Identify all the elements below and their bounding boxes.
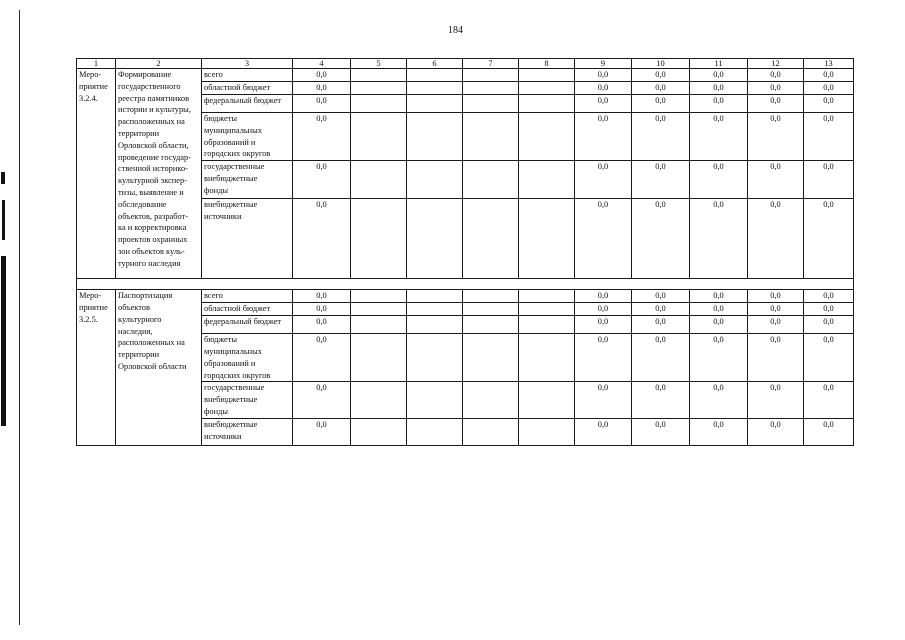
value-cell: 0,0 xyxy=(690,69,748,82)
source-cell xyxy=(202,334,293,382)
measure-code-line: приятие xyxy=(79,302,108,312)
header-cell: 10 xyxy=(632,59,690,69)
budget-table xyxy=(76,58,854,446)
value-cell: 0,0 xyxy=(293,418,351,445)
value-cell: 0,0 xyxy=(293,113,351,161)
value-cell xyxy=(519,69,575,82)
section-separator xyxy=(77,279,854,290)
value-cell xyxy=(351,290,407,303)
value-cell xyxy=(463,161,519,199)
value-cell: 0,0 xyxy=(632,290,690,303)
scan-mark-1 xyxy=(1,172,5,184)
value-cell: 0,0 xyxy=(293,199,351,279)
source-line: областной бюджет xyxy=(204,83,271,92)
value-cell: 0,0 xyxy=(804,303,854,316)
measure-title-line: тизы, выявление и xyxy=(118,187,184,197)
value-cell: 0,0 xyxy=(748,161,804,199)
source-cell xyxy=(202,290,293,303)
header-cell: 7 xyxy=(463,59,519,69)
value-cell: 0,0 xyxy=(632,95,690,113)
header-cell: 6 xyxy=(407,59,463,69)
source-line: внебюджетные xyxy=(204,419,258,429)
value-cell: 0,0 xyxy=(632,82,690,95)
measure-title-line: ственной историко- xyxy=(118,164,188,174)
value-cell xyxy=(519,95,575,113)
measure-title-line: объектов xyxy=(118,302,150,312)
value-cell xyxy=(407,113,463,161)
value-cell: 0,0 xyxy=(690,95,748,113)
source-cell xyxy=(202,82,293,95)
value-cell xyxy=(351,95,407,113)
value-cell: 0,0 xyxy=(690,316,748,334)
value-cell xyxy=(519,303,575,316)
value-cell: 0,0 xyxy=(804,290,854,303)
value-cell xyxy=(407,303,463,316)
measure-code-line: Меро- xyxy=(79,291,102,301)
header-cell: 2 xyxy=(116,59,202,69)
source-cell xyxy=(202,199,293,279)
value-cell: 0,0 xyxy=(575,334,632,382)
value-cell xyxy=(519,113,575,161)
value-cell xyxy=(463,113,519,161)
header-cell: 4 xyxy=(293,59,351,69)
value-cell: 0,0 xyxy=(804,113,854,161)
header-row xyxy=(77,59,854,69)
value-cell xyxy=(407,161,463,199)
value-cell: 0,0 xyxy=(804,382,854,418)
value-cell: 0,0 xyxy=(632,316,690,334)
value-cell: 0,0 xyxy=(748,290,804,303)
value-cell: 0,0 xyxy=(575,113,632,161)
value-cell: 0,0 xyxy=(748,69,804,82)
value-cell xyxy=(407,334,463,382)
value-cell xyxy=(351,382,407,418)
value-cell xyxy=(351,82,407,95)
measure-title-line: государственного xyxy=(118,81,181,91)
value-cell xyxy=(407,316,463,334)
source-line: внебюджетные xyxy=(204,200,258,210)
value-cell xyxy=(407,199,463,279)
source-line: бюджеты xyxy=(204,335,238,345)
value-cell: 0,0 xyxy=(804,334,854,382)
scan-left-rule xyxy=(19,10,20,625)
value-cell: 0,0 xyxy=(690,82,748,95)
value-cell: 0,0 xyxy=(690,334,748,382)
measure-code-line: Меро- xyxy=(79,70,102,79)
source-cell xyxy=(202,95,293,113)
value-cell xyxy=(463,303,519,316)
value-cell: 0,0 xyxy=(748,303,804,316)
measure-title-line: проектов охранных xyxy=(118,235,188,245)
value-cell xyxy=(407,69,463,82)
source-line: фонды xyxy=(204,406,228,416)
measure-title-line: истории и культуры, xyxy=(118,105,191,115)
value-cell: 0,0 xyxy=(632,69,690,82)
source-line: городских округов xyxy=(204,149,271,159)
measure-title-line: Орловской области xyxy=(118,361,187,371)
value-cell: 0,0 xyxy=(748,199,804,279)
value-cell xyxy=(519,316,575,334)
value-cell xyxy=(407,418,463,445)
source-line: всего xyxy=(204,70,223,79)
value-cell xyxy=(463,290,519,303)
source-cell xyxy=(202,418,293,445)
value-cell: 0,0 xyxy=(632,303,690,316)
source-line: государственные xyxy=(204,383,265,393)
table-row xyxy=(77,69,854,82)
scan-mark-2 xyxy=(2,200,5,240)
value-cell: 0,0 xyxy=(575,382,632,418)
value-cell: 0,0 xyxy=(293,316,351,334)
measure-title-line: культурного xyxy=(118,314,162,324)
value-cell: 0,0 xyxy=(632,113,690,161)
source-line: государственные xyxy=(204,162,265,172)
value-cell xyxy=(351,316,407,334)
value-cell: 0,0 xyxy=(748,418,804,445)
measure-title-cell xyxy=(116,290,202,446)
value-cell: 0,0 xyxy=(804,95,854,113)
measure-title-line: расположенных на xyxy=(118,338,185,348)
source-cell xyxy=(202,382,293,418)
value-cell xyxy=(351,303,407,316)
value-cell: 0,0 xyxy=(748,316,804,334)
value-cell xyxy=(351,161,407,199)
value-cell xyxy=(407,290,463,303)
source-line: образований и xyxy=(204,137,256,147)
value-cell: 0,0 xyxy=(804,161,854,199)
value-cell: 0,0 xyxy=(575,95,632,113)
value-cell: 0,0 xyxy=(690,199,748,279)
header-cell: 1 xyxy=(77,59,116,69)
measure-title-line: территории xyxy=(118,350,160,360)
value-cell: 0,0 xyxy=(575,82,632,95)
value-cell: 0,0 xyxy=(293,382,351,418)
value-cell: 0,0 xyxy=(575,316,632,334)
value-cell: 0,0 xyxy=(575,161,632,199)
value-cell: 0,0 xyxy=(804,69,854,82)
measure-title-line: реестра памятников xyxy=(118,93,190,103)
header-cell: 8 xyxy=(519,59,575,69)
source-line: внебюджетные xyxy=(204,395,258,405)
source-line: фонды xyxy=(204,185,228,195)
source-line: источники xyxy=(204,211,242,221)
value-cell: 0,0 xyxy=(748,82,804,95)
value-cell: 0,0 xyxy=(632,161,690,199)
header-cell: 13 xyxy=(804,59,854,69)
value-cell xyxy=(519,290,575,303)
source-line: муниципальных xyxy=(204,346,262,356)
value-cell: 0,0 xyxy=(632,334,690,382)
source-line: всего xyxy=(204,291,223,301)
source-cell xyxy=(202,316,293,334)
header-cell: 9 xyxy=(575,59,632,69)
measure-title-line: Паспортизация xyxy=(118,291,173,301)
value-cell: 0,0 xyxy=(804,82,854,95)
value-cell: 0,0 xyxy=(690,113,748,161)
value-cell: 0,0 xyxy=(293,334,351,382)
value-cell: 0,0 xyxy=(293,303,351,316)
value-cell xyxy=(407,382,463,418)
page-number: 184 xyxy=(448,25,463,36)
value-cell xyxy=(463,316,519,334)
measure-title-line: Формирование xyxy=(118,70,172,79)
value-cell: 0,0 xyxy=(293,69,351,82)
value-cell: 0,0 xyxy=(748,382,804,418)
measure-title-line: расположенных на xyxy=(118,117,185,127)
value-cell xyxy=(351,334,407,382)
value-cell: 0,0 xyxy=(293,290,351,303)
value-cell xyxy=(463,382,519,418)
measure-title-line: объектов, разработ- xyxy=(118,211,189,221)
source-cell xyxy=(202,161,293,199)
measure-title-line: наследия, xyxy=(118,326,153,336)
value-cell xyxy=(463,334,519,382)
source-line: областной бюджет xyxy=(204,304,271,314)
value-cell xyxy=(463,418,519,445)
value-cell xyxy=(519,161,575,199)
measure-code-line: приятие xyxy=(79,81,108,91)
header-cell: 5 xyxy=(351,59,407,69)
measure-title-line: проведение государ- xyxy=(118,152,191,162)
source-line: бюджеты xyxy=(204,114,238,123)
value-cell xyxy=(407,82,463,95)
value-cell: 0,0 xyxy=(804,316,854,334)
measure-code-cell xyxy=(77,69,116,279)
source-cell xyxy=(202,303,293,316)
value-cell: 0,0 xyxy=(690,161,748,199)
value-cell xyxy=(519,418,575,445)
table-row xyxy=(77,290,854,303)
value-cell xyxy=(519,199,575,279)
value-cell: 0,0 xyxy=(575,199,632,279)
value-cell: 0,0 xyxy=(575,418,632,445)
value-cell xyxy=(519,382,575,418)
measure-title-line: Орловской области, xyxy=(118,140,189,150)
value-cell xyxy=(351,113,407,161)
value-cell: 0,0 xyxy=(804,418,854,445)
source-cell xyxy=(202,69,293,82)
measure-code-cell xyxy=(77,290,116,446)
value-cell: 0,0 xyxy=(804,199,854,279)
value-cell: 0,0 xyxy=(690,290,748,303)
source-line: внебюджетные xyxy=(204,173,258,183)
measure-title-line: культурной экспер- xyxy=(118,176,187,186)
value-cell: 0,0 xyxy=(632,199,690,279)
value-cell: 0,0 xyxy=(575,290,632,303)
source-cell xyxy=(202,113,293,161)
value-cell xyxy=(463,199,519,279)
value-cell: 0,0 xyxy=(293,95,351,113)
measure-title-line: зон объектов куль- xyxy=(118,246,185,256)
value-cell xyxy=(351,199,407,279)
value-cell: 0,0 xyxy=(632,382,690,418)
value-cell xyxy=(351,69,407,82)
measure-title-line: турного наследия xyxy=(118,258,181,268)
measure-code-line: 3.2.5. xyxy=(79,314,98,324)
value-cell xyxy=(351,418,407,445)
source-line: муниципальных xyxy=(204,125,262,135)
value-cell xyxy=(519,82,575,95)
value-cell: 0,0 xyxy=(690,382,748,418)
source-line: источники xyxy=(204,431,242,441)
measure-title-line: ка и корректировка xyxy=(118,223,187,233)
source-line: федеральный бюджет xyxy=(204,317,282,327)
value-cell: 0,0 xyxy=(690,418,748,445)
source-line: городских округов xyxy=(204,370,271,380)
measure-title-cell xyxy=(116,69,202,279)
header-cell: 12 xyxy=(748,59,804,69)
value-cell: 0,0 xyxy=(748,113,804,161)
value-cell xyxy=(463,95,519,113)
value-cell: 0,0 xyxy=(575,303,632,316)
value-cell: 0,0 xyxy=(748,334,804,382)
header-cell: 3 xyxy=(202,59,293,69)
value-cell: 0,0 xyxy=(293,161,351,199)
measure-title-line: обследование xyxy=(118,199,167,209)
value-cell xyxy=(463,82,519,95)
value-cell: 0,0 xyxy=(632,418,690,445)
value-cell: 0,0 xyxy=(690,303,748,316)
measure-title-line: территории xyxy=(118,128,160,138)
source-line: образований и xyxy=(204,358,256,368)
value-cell xyxy=(519,334,575,382)
value-cell: 0,0 xyxy=(293,82,351,95)
value-cell: 0,0 xyxy=(748,95,804,113)
source-line: федеральный бюджет xyxy=(204,96,282,105)
value-cell: 0,0 xyxy=(575,69,632,82)
value-cell xyxy=(407,95,463,113)
scan-mark-3 xyxy=(1,256,6,426)
value-cell xyxy=(463,69,519,82)
measure-code-line: 3.2.4. xyxy=(79,93,98,103)
header-cell: 11 xyxy=(690,59,748,69)
